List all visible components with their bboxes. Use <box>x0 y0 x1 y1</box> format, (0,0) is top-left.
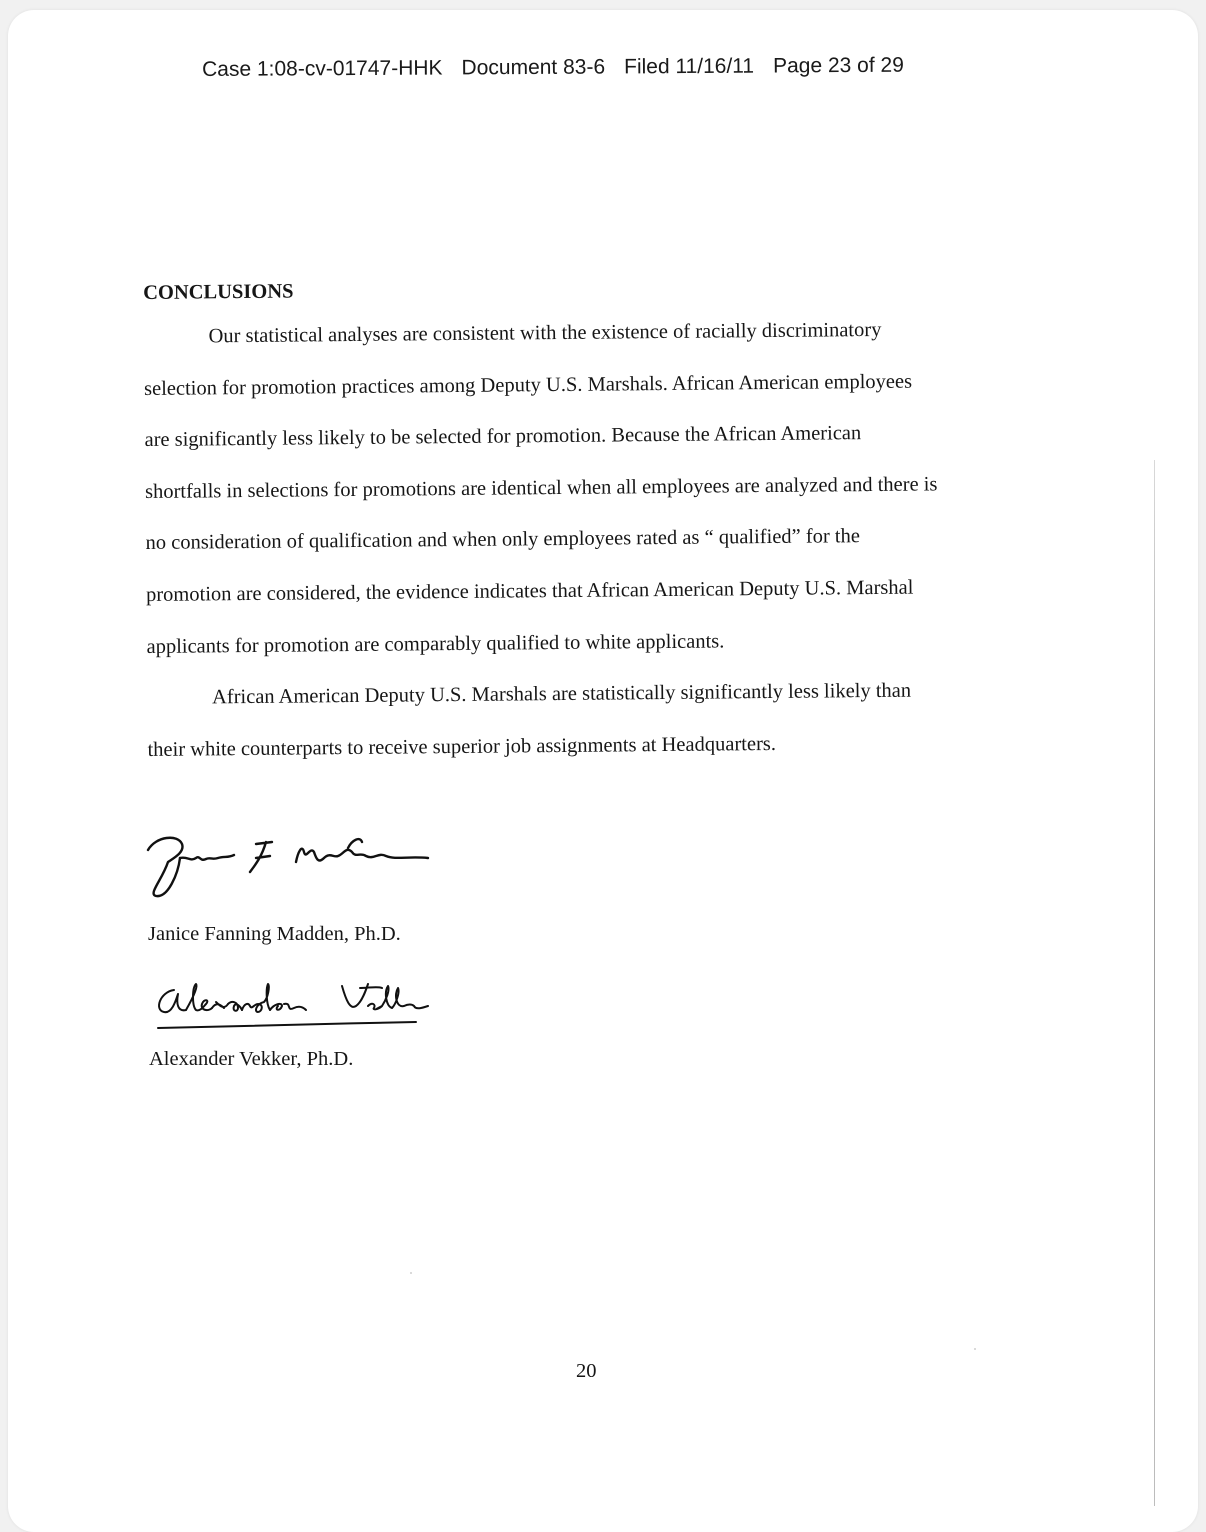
filing-header <box>202 54 904 82</box>
document-number: Document 83-6 <box>461 55 606 80</box>
signer-name-vekker: Alexander Vekker, Ph.D. <box>149 1048 354 1070</box>
signer-name-madden: Janice Fanning Madden, Ph.D. <box>148 923 401 945</box>
page-count: Page 23 of 29 <box>773 53 904 78</box>
section-heading: CONCLUSIONS <box>143 280 294 304</box>
document-page <box>8 10 1198 1532</box>
scan-edge-line <box>1154 460 1155 1506</box>
scan-speck <box>974 1348 976 1350</box>
signature-madden <box>138 822 448 902</box>
case-number: Case 1:08-cv-01747-HHK <box>202 56 443 81</box>
filed-date: Filed 11/16/11 <box>624 54 755 79</box>
paragraph-promotion: Our statistical analyses are consistent with the existence of racially discriminatory selection for promotion practices among Deputy U.S. Marshals. African American employees are significantly less likely to be selected for promotion. Because the African American shortfalls in selections for promotions are identical when all employees are analyzed and there is no consideration of qualification and when only employees rated as “ qualified” for the promotion are considered, the evidence indicates that African American Deputy U.S. Marshal applicants for promotion are comparably qualified to white applicants. <box>143 318 938 658</box>
signature-vekker <box>146 976 446 1038</box>
paragraph-assignments: African American Deputy U.S. Marshals are statistically significantly less likely than their white counterparts to receive superior job assignments at Headquarters. <box>147 679 912 761</box>
scan-speck <box>410 1272 412 1274</box>
conclusions-section <box>143 270 1028 777</box>
page-number: 20 <box>576 1360 597 1382</box>
